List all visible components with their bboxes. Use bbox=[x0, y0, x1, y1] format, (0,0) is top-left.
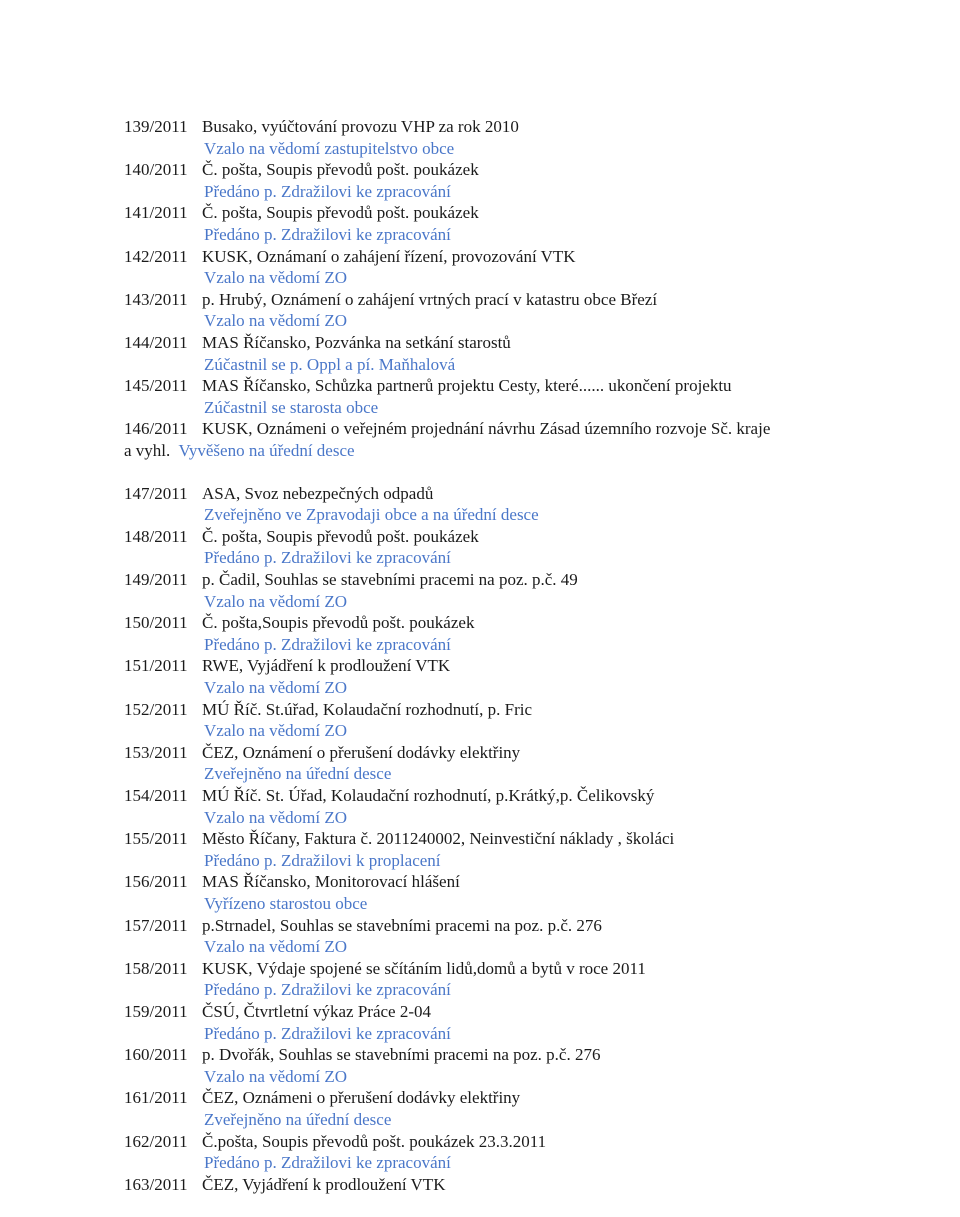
register-entry bbox=[124, 655, 450, 677]
entry-subject: Město Říčany, Faktura č. 2011240002, Neinvestiční náklady , školáci bbox=[202, 829, 675, 848]
entry-resolution: Vyřízeno starostou obce bbox=[204, 894, 368, 913]
entry-number: 152/2011 bbox=[124, 700, 188, 719]
entry-subject-continued: a vyhl. bbox=[124, 441, 171, 460]
entry-subject: ASA, Svoz nebezpečných odpadů bbox=[202, 484, 434, 503]
entry-number: 154/2011 bbox=[124, 786, 188, 805]
entry-number: 142/2011 bbox=[124, 247, 188, 266]
entry-number: 151/2011 bbox=[124, 656, 188, 675]
register-entry bbox=[124, 202, 479, 224]
entry-subject: KUSK, Oznámeni o veřejném projednání návrhu Zásad územního rozvoje Sč. kraje bbox=[202, 419, 771, 438]
entry-subject: Č. pošta, Soupis převodů pošt. poukázek bbox=[202, 160, 479, 179]
entry-resolution: Vzalo na vědomí ZO bbox=[204, 311, 348, 330]
register-entry bbox=[124, 569, 578, 591]
entry-subject: MAS Říčansko, Monitorovací hlášení bbox=[202, 872, 460, 891]
entry-subject: ČEZ, Oznámeni o přerušení dodávky elektřiny bbox=[202, 1088, 521, 1107]
entry-resolution: Vzalo na vědomí ZO bbox=[204, 808, 348, 827]
entry-resolution: Vzalo na vědomí ZO bbox=[204, 592, 348, 611]
entry-resolution bbox=[124, 440, 355, 462]
entry-subject: MÚ Říč. St.úřad, Kolaudační rozhodnutí, p. Fric bbox=[202, 700, 533, 719]
register-entry bbox=[124, 1174, 445, 1196]
entry-number: 144/2011 bbox=[124, 333, 188, 352]
register-entry bbox=[124, 483, 433, 505]
entry-resolution: Vzalo na vědomí ZO bbox=[204, 1067, 348, 1086]
entry-subject: ČEZ, Vyjádření k prodloužení VTK bbox=[202, 1175, 446, 1194]
entry-number: 157/2011 bbox=[124, 916, 188, 935]
register-entry bbox=[124, 612, 474, 634]
entry-resolution: Vzalo na vědomí ZO bbox=[204, 721, 348, 740]
entry-number: 147/2011 bbox=[124, 484, 188, 503]
entry-subject: p. Čadil, Souhlas se stavebními pracemi na poz. p.č. 49 bbox=[202, 570, 578, 589]
entry-number: 141/2011 bbox=[124, 203, 188, 222]
entry-resolution: Vzalo na vědomí ZO bbox=[204, 937, 348, 956]
entry-number: 153/2011 bbox=[124, 743, 188, 762]
entry-resolution: Zúčastnil se starosta obce bbox=[204, 398, 379, 417]
entry-resolution: Předáno p. Zdražilovi ke zpracování bbox=[204, 182, 451, 201]
entry-number: 155/2011 bbox=[124, 829, 188, 848]
entry-number: 149/2011 bbox=[124, 570, 188, 589]
entry-resolution: Vzalo na vědomí zastupitelstvo obce bbox=[204, 139, 455, 158]
entry-number: 160/2011 bbox=[124, 1045, 188, 1064]
register-entry bbox=[124, 289, 657, 311]
entry-subject: Busako, vyúčtování provozu VHP za rok 2010 bbox=[202, 117, 519, 136]
register-entry bbox=[124, 159, 479, 181]
register-entry bbox=[124, 785, 654, 807]
resolution-note: Vyvěšeno na úřední desce bbox=[178, 441, 355, 460]
entry-number: 146/2011 bbox=[124, 419, 188, 438]
entry-resolution: Předáno p. Zdražilovi ke zpracování bbox=[204, 1024, 451, 1043]
register-entry bbox=[124, 699, 532, 721]
entry-resolution: Předáno p. Zdražilovi ke zpracování bbox=[204, 980, 451, 999]
register-entry bbox=[124, 418, 770, 440]
entry-number: 163/2011 bbox=[124, 1175, 188, 1194]
entry-resolution: Zveřejněno na úřední desce bbox=[204, 764, 392, 783]
entry-number: 150/2011 bbox=[124, 613, 188, 632]
entry-subject: p.Strnadel, Souhlas se stavebními pracemi na poz. p.č. 276 bbox=[202, 916, 602, 935]
entry-resolution: Předáno p. Zdražilovi ke zpracování bbox=[204, 548, 451, 567]
entry-number: 162/2011 bbox=[124, 1132, 188, 1151]
register-entry bbox=[124, 246, 576, 268]
register-entry bbox=[124, 1087, 520, 1109]
entry-subject: Č. pošta, Soupis převodů pošt. poukázek bbox=[202, 203, 479, 222]
register-entry bbox=[124, 332, 511, 354]
entry-number: 143/2011 bbox=[124, 290, 188, 309]
entry-number: 156/2011 bbox=[124, 872, 188, 891]
register-entry bbox=[124, 958, 646, 980]
entry-subject: Č.pošta, Soupis převodů pošt. poukázek 23.3.2011 bbox=[202, 1132, 547, 1151]
register-entry bbox=[124, 1001, 431, 1023]
register-entry bbox=[124, 375, 732, 397]
entry-number: 161/2011 bbox=[124, 1088, 188, 1107]
entry-resolution: Vzalo na vědomí ZO bbox=[204, 268, 348, 287]
register-entry bbox=[124, 116, 519, 138]
entry-subject: ČEZ, Oznámení o přerušení dodávky elektřiny bbox=[202, 743, 521, 762]
entry-subject: MÚ Říč. St. Úřad, Kolaudační rozhodnutí, p.Krátký,p. Čelikovský bbox=[202, 786, 655, 805]
entry-number: 140/2011 bbox=[124, 160, 188, 179]
entry-number: 139/2011 bbox=[124, 117, 188, 136]
entry-resolution: Předáno p. Zdražilovi ke zpracování bbox=[204, 225, 451, 244]
entry-resolution: Předáno p. Zdražilovi ke zpracování bbox=[204, 635, 451, 654]
register-entry bbox=[124, 526, 479, 548]
register-entry bbox=[124, 742, 520, 764]
register-entry bbox=[124, 915, 602, 937]
entry-resolution: Zveřejněno ve Zpravodaji obce a na úřední desce bbox=[204, 505, 539, 524]
entry-resolution: Vzalo na vědomí ZO bbox=[204, 678, 348, 697]
entry-subject: MAS Říčansko, Schůzka partnerů projektu Cesty, které...... ukončení projektu bbox=[202, 376, 732, 395]
entry-number: 159/2011 bbox=[124, 1002, 188, 1021]
register-entry bbox=[124, 871, 460, 893]
register-entry bbox=[124, 828, 674, 850]
register-entry bbox=[124, 1044, 600, 1066]
entry-subject: Č. pošta, Soupis převodů pošt. poukázek bbox=[202, 527, 479, 546]
entry-resolution: Předáno p. Zdražilovi k proplacení bbox=[204, 851, 441, 870]
entry-subject: KUSK, Oznámaní o zahájení řízení, provozování VTK bbox=[202, 247, 576, 266]
entry-subject: Č. pošta,Soupis převodů pošt. poukázek bbox=[202, 613, 475, 632]
entry-number: 145/2011 bbox=[124, 376, 188, 395]
entry-subject: KUSK, Výdaje spojené se sčítáním lidů,domů a bytů v roce 2011 bbox=[202, 959, 646, 978]
entry-number: 158/2011 bbox=[124, 959, 188, 978]
entry-subject: ČSÚ, Čtvrtletní výkaz Práce 2-04 bbox=[202, 1002, 431, 1021]
register-entry bbox=[124, 1131, 546, 1153]
entry-subject: p. Dvořák, Souhlas se stavebními pracemi na poz. p.č. 276 bbox=[202, 1045, 601, 1064]
entry-number: 148/2011 bbox=[124, 527, 188, 546]
entry-resolution: Předáno p. Zdražilovi ke zpracování bbox=[204, 1153, 451, 1172]
entry-resolution: Zúčastnil se p. Oppl a pí. Maňhalová bbox=[204, 355, 456, 374]
entry-subject: p. Hrubý, Oznámení o zahájení vrtných prací v katastru obce Březí bbox=[202, 290, 658, 309]
entry-subject: RWE, Vyjádření k prodloužení VTK bbox=[202, 656, 451, 675]
entry-subject: MAS Říčansko, Pozvánka na setkání starostů bbox=[202, 333, 511, 352]
entry-resolution: Zveřejněno na úřední desce bbox=[204, 1110, 392, 1129]
